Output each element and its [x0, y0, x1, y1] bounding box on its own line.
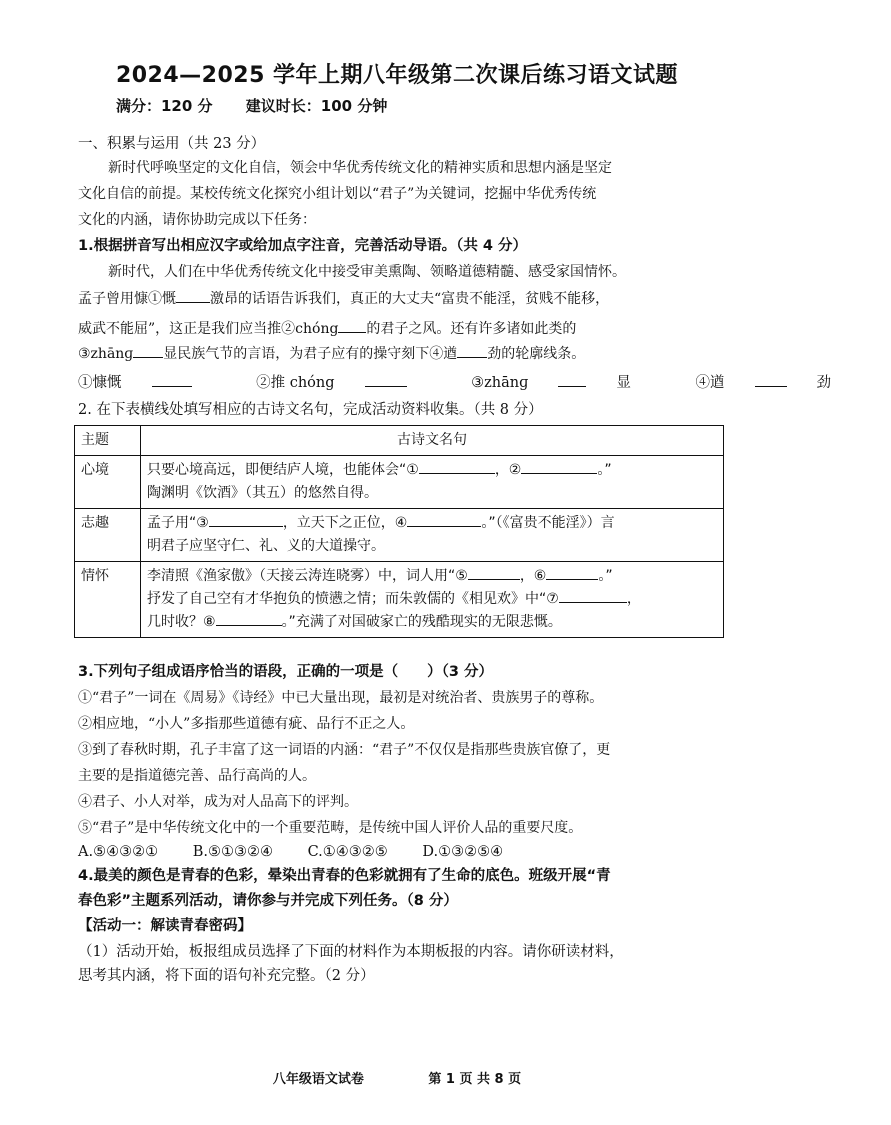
answer-blank[interactable]	[133, 343, 163, 358]
q4-stem-line1: 4.最美的颜色是青春的色彩，晕染出青春的色彩就拥有了生命的底色。班级开展“青	[78, 868, 611, 884]
q1-para-line2: 孟子曾用慷①慨 激昂的话语告诉我们，真正的大丈夫“富贵不能淫，贫贱不能移，	[78, 288, 609, 309]
table-header-theme: 主题	[75, 426, 141, 456]
page-title: 2024—2025 学年上期八年级第二次课后练习语文试题	[115, 63, 679, 88]
answer-blank[interactable]	[559, 588, 627, 603]
q1-para-line1: 新时代，人们在中华优秀传统文化中接受审美熏陶、领略道德精髓、感受家国情怀。	[108, 264, 626, 280]
table-row	[75, 562, 724, 638]
q2-stem: 2. 在下表横线处填写相应的古诗文名句，完成活动资料收集。（共 8 分）	[78, 402, 543, 418]
row-theme: 情怀	[75, 562, 141, 638]
q4-stem-line2: 春色彩”主题系列活动，请你参与并完成下列任务。（8 分）	[78, 893, 458, 909]
q3-sentence-5: ⑤“君子”是中华传统文化中的一个重要范畴，是传统中国人评价人品的重要尺度。	[78, 820, 583, 836]
q4-sub-line1: （1）活动开始，板报组成员选择了下面的材料作为本期板报的内容。请你研读材料，	[78, 944, 624, 960]
answer-blank[interactable]	[365, 372, 407, 387]
q1-para-line4: ③zhānɡ 显民族气节的言语，为君子应有的操守刻下④遒 劲的轮廓线条。	[78, 343, 585, 364]
section1-intro-line1: 新时代呼唤坚定的文化自信，领会中华优秀传统文化的精神实质和思想内涵是坚定	[108, 160, 612, 176]
answer-blank[interactable]	[468, 565, 520, 580]
answer-blank[interactable]	[209, 512, 283, 527]
option-d[interactable]: D.①③②⑤④	[422, 844, 504, 860]
table-header-poem: 古诗文名句	[141, 426, 724, 456]
section1-intro-line2: 文化自信的前提。某校传统文化探究小组计划以“君子”为关键词，挖掘中华优秀传统	[78, 186, 597, 202]
answer-blank[interactable]	[152, 372, 192, 387]
row-content: 只要心境高远，即便结庐人境，也能体会“① ，② 。” 陶渊明《饮酒》（其五）的悠然自得。	[141, 456, 724, 509]
poem-table	[74, 425, 724, 638]
time-info: 建议时长：100 分钟	[245, 97, 388, 115]
footer-paper-name: 八年级语文试卷	[272, 1072, 364, 1087]
section1-intro-line3: 文化的内涵，请你协助完成以下任务：	[78, 212, 316, 228]
row-content: 李清照《渔家傲》（天接云涛连晓雾）中，词人用“⑤ ，⑥ 。” 抒发了自己空有才华抱负的愤懑之情；而朱敦儒的《相见欢》中“⑦ ， 几时收？⑧ 。”充满了对国破家亡的残酷现实的无限悲慨。	[141, 562, 724, 638]
answer-blank[interactable]	[457, 343, 487, 358]
q1-stem: 1.根据拼音写出相应汉字或给加点字注音，完善活动导语。（共 4 分）	[78, 238, 528, 254]
q3-sentence-1: ①“君子”一词在《周易》《诗经》中已大量出现，最初是对统治者、贵族男子的尊称。	[78, 690, 604, 706]
option-c[interactable]: C.①④③②⑤	[307, 844, 388, 860]
answer-3: ③zhānɡ 显	[471, 372, 661, 393]
row-theme: 心境	[75, 456, 141, 509]
answer-blank[interactable]	[419, 459, 495, 474]
answer-blank[interactable]	[216, 611, 282, 626]
q4-activity-title: 【活动一：解读青春密码】	[78, 918, 252, 934]
score-info: 满分：120 分	[116, 97, 213, 115]
q3-sentence-3a: ③到了春秋时期，孔子丰富了这一词语的内涵：“君子”不仅仅是指那些贵族官僚了，更	[78, 742, 611, 758]
q3-stem: 3.下列句子组成语序恰当的语段，正确的一项是（ ）（3 分）	[78, 664, 493, 680]
option-a[interactable]: A.⑤④③②①	[78, 844, 159, 860]
footer-page-number: 第 1 页 共 8 页	[428, 1072, 522, 1087]
page-footer	[0, 1068, 794, 1087]
row-content: 孟子用“③ ，立天下之正位，④ 。”（《富贵不能淫》）言 明君子应坚守仁、礼、义的大道操守。	[141, 509, 724, 562]
section1-heading: 一、积累与运用（共 23 分）	[78, 136, 266, 152]
answer-blank[interactable]	[546, 565, 598, 580]
answer-blank[interactable]	[521, 459, 597, 474]
table-row	[75, 456, 724, 509]
q3-sentence-4: ④君子、小人对举，成为对人品高下的评判。	[78, 794, 358, 810]
answer-2: ②推 chóng	[256, 372, 436, 393]
table-header-row	[75, 426, 724, 456]
answer-4: ④遒 劲	[696, 372, 862, 393]
q1-answer-line	[78, 372, 891, 393]
option-b[interactable]: B.⑤①③②④	[192, 844, 273, 860]
answer-1: ①慷慨	[78, 372, 222, 393]
answer-blank[interactable]	[338, 318, 366, 333]
answer-blank[interactable]	[755, 372, 787, 387]
answer-blank[interactable]	[407, 512, 481, 527]
answer-blank[interactable]	[176, 288, 210, 303]
row-theme: 志趣	[75, 509, 141, 562]
table-row	[75, 509, 724, 562]
answer-blank[interactable]	[558, 372, 586, 387]
exam-meta	[116, 95, 415, 116]
q3-sentence-2: ②相应地，“小人”多指那些道德有疵、品行不正之人。	[78, 716, 415, 732]
q4-sub-line2: 思考其内涵，将下面的语句补充完整。（2 分）	[78, 968, 375, 984]
q3-sentence-3b: 主要的是指道德完善、品行高尚的人。	[78, 768, 316, 784]
q3-options	[78, 842, 533, 862]
q1-para-line3: 威武不能屈”，这正是我们应当推②chóng 的君子之风。还有许多诸如此类的	[78, 318, 576, 339]
